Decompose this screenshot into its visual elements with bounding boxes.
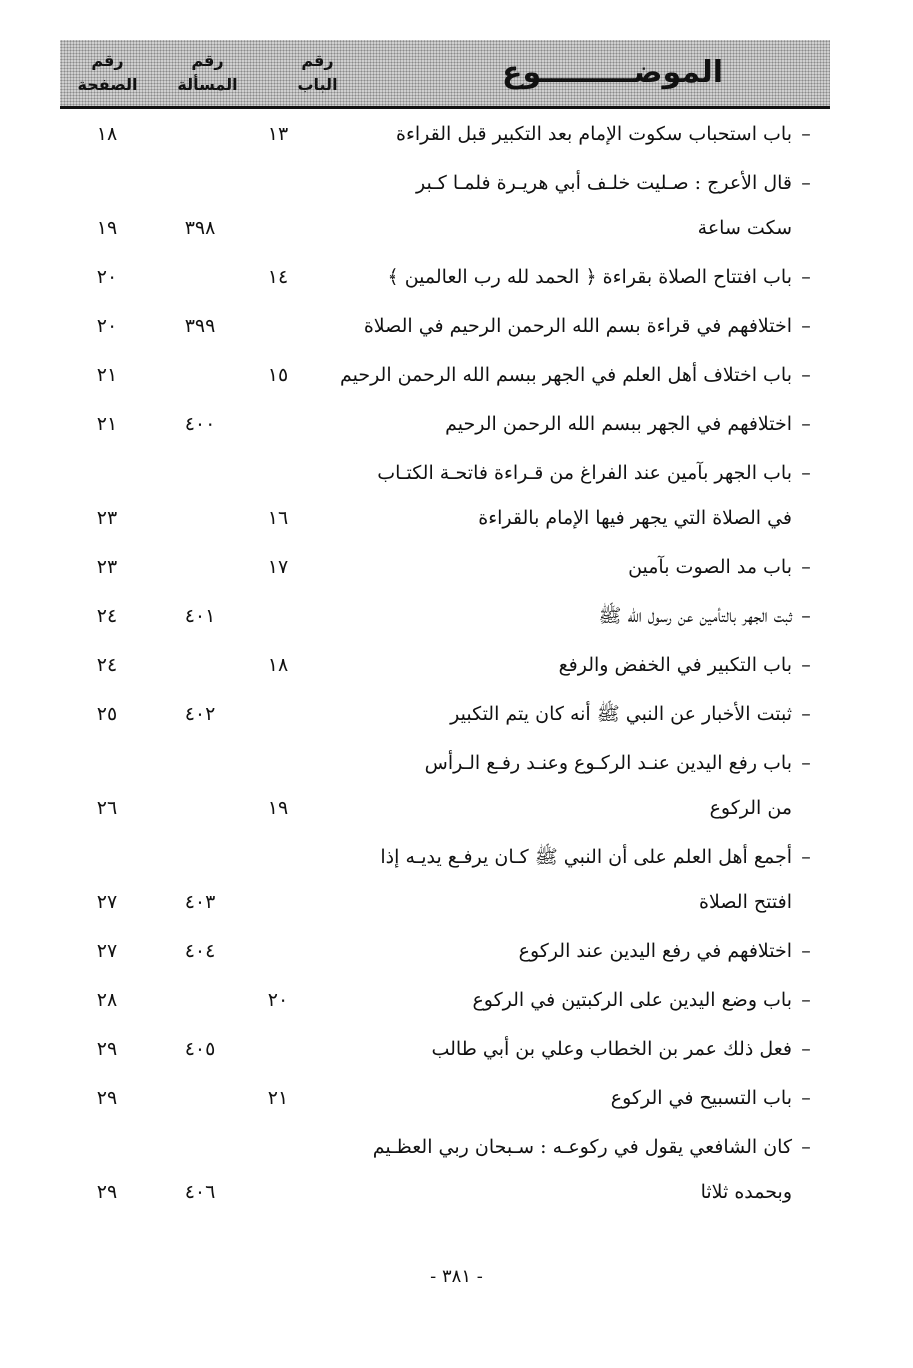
toc-topic-line xyxy=(335,978,820,1023)
toc-chapter-number: ١٩ xyxy=(267,797,289,819)
header-page-label-1: رقم xyxy=(91,51,124,70)
toc-topic xyxy=(335,835,820,925)
toc-topic-line xyxy=(335,545,820,590)
bullet-dash-icon: – xyxy=(801,413,811,435)
toc-topic-line xyxy=(335,353,820,398)
toc-topic xyxy=(335,692,820,737)
toc-topic-text: باب رفع اليدين عنـد الركـوع وعنـد رفـع الـرأس xyxy=(424,752,792,774)
bullet-dash-icon: – xyxy=(801,846,811,868)
toc-page-number: ٢١ xyxy=(96,413,118,435)
toc-topic-line xyxy=(335,1125,820,1170)
toc-topic-line xyxy=(335,1027,820,1072)
toc-topic-line xyxy=(335,835,820,880)
toc-chapter-number: ١٣ xyxy=(267,123,289,145)
toc-topic-text: باب اختلاف أهل العلم في الجهر ببسم الله الرحمن الرحيم xyxy=(339,364,792,386)
toc-topic-line xyxy=(335,255,820,300)
bullet-dash-icon: – xyxy=(801,1038,811,1060)
bullet-dash-icon: – xyxy=(801,315,811,337)
toc-topic-text: ثبت الجهر بالتأمين عن رسول الله ﷺ xyxy=(598,605,792,627)
toc-page-number: ٢٧ xyxy=(96,940,118,962)
header-issue-label-1: رقم xyxy=(191,51,224,70)
toc-issue-number: ٤٠٢ xyxy=(184,703,216,725)
toc-topic xyxy=(335,1027,820,1072)
toc-topic-text: باب استحباب سكوت الإمام بعد التكبير قبل القراءة xyxy=(395,123,792,145)
toc-topic-line: من الركوع xyxy=(709,797,792,819)
bullet-dash-icon: – xyxy=(801,462,811,484)
toc-issue-number: ٤٠٣ xyxy=(184,891,216,913)
toc-issue-number: ٤٠٠ xyxy=(184,413,216,435)
toc-topic-text: باب مد الصوت بآمين xyxy=(628,556,792,578)
toc-topic xyxy=(335,929,820,974)
toc-topic-line: افتتح الصلاة xyxy=(699,891,792,913)
toc-page-number: ٢٦ xyxy=(96,797,118,819)
toc-topic-text: كان الشافعي يقول في ركوعـه : سـبحان ربي العظـيم xyxy=(372,1136,792,1158)
toc-page-number: ١٨ xyxy=(96,123,118,145)
toc-topic-text: باب التكبير في الخفض والرفع xyxy=(558,654,792,676)
toc-topic xyxy=(335,161,820,251)
toc-topic xyxy=(335,594,820,639)
toc-page-number: ٢٩ xyxy=(96,1181,118,1203)
toc-topic-line xyxy=(335,594,820,639)
toc-topic-line xyxy=(335,741,820,786)
bullet-dash-icon: – xyxy=(801,989,811,1011)
header-chapter-label-2: الباب xyxy=(297,75,338,94)
toc-issue-number: ٣٩٩ xyxy=(184,315,216,337)
bullet-dash-icon: – xyxy=(801,1136,811,1158)
header-page-label-2: الصفحة xyxy=(77,75,138,94)
toc-page-number: ٢٤ xyxy=(96,605,118,627)
header-issue-label-2: المسألة xyxy=(177,75,238,94)
toc-topic xyxy=(335,978,820,1023)
toc-topic-line xyxy=(335,161,820,206)
toc-page-number: ٢١ xyxy=(96,364,118,386)
toc-topic-text: أجمع أهل العلم على أن النبي ﷺ كـان يرفـع يديـه إذا xyxy=(380,846,792,868)
bullet-dash-icon: – xyxy=(801,123,811,145)
bullet-dash-icon: – xyxy=(801,605,811,627)
toc-topic-line: سكت ساعة xyxy=(697,217,792,239)
toc-topic-text: باب الجهر بآمين عند الفراغ من قـراءة فاتحـة الكتـاب xyxy=(377,462,792,484)
toc-chapter-number: ٢٠ xyxy=(267,989,289,1011)
toc-issue-number: ٤٠١ xyxy=(184,605,216,627)
toc-issue-number: ٣٩٨ xyxy=(184,217,216,239)
toc-chapter-number: ١٤ xyxy=(267,266,289,288)
toc-page-number: ٢٧ xyxy=(96,891,118,913)
toc-page-number: ٢٩ xyxy=(96,1087,118,1109)
bullet-dash-icon: – xyxy=(801,1087,811,1109)
toc-page-number: ٢٩ xyxy=(96,1038,118,1060)
toc-chapter-number: ١٧ xyxy=(267,556,289,578)
toc-topic-line: وبحمده ثلاثا xyxy=(700,1181,792,1203)
toc-topic-text: فعل ذلك عمر بن الخطاب وعلي بن أبي طالب xyxy=(431,1038,792,1060)
toc-topic xyxy=(335,741,820,831)
bullet-dash-icon: – xyxy=(801,752,811,774)
toc-issue-number: ٤٠٥ xyxy=(184,1038,216,1060)
bullet-dash-icon: – xyxy=(801,556,811,578)
toc-issue-number: ٤٠٦ xyxy=(184,1181,216,1203)
toc-page-number: ٢٣ xyxy=(96,507,118,529)
toc-topic-text: باب التسبيح في الركوع xyxy=(610,1087,792,1109)
toc-topic xyxy=(335,451,820,541)
toc-topic-line xyxy=(335,929,820,974)
toc-page-number: ١٩ xyxy=(96,217,118,239)
toc-topic-line xyxy=(335,402,820,447)
bullet-dash-icon: – xyxy=(801,703,811,725)
toc-topic xyxy=(335,255,820,300)
toc-topic-line xyxy=(335,451,820,496)
toc-topic-text: اختلافهم في الجهر ببسم الله الرحمن الرحيم xyxy=(445,413,792,435)
toc-topic-text: قال الأعرج : صـليت خلـف أبي هريـرة فلمـا كـبر xyxy=(416,172,792,194)
toc-topic xyxy=(335,545,820,590)
toc-issue-number: ٤٠٤ xyxy=(184,940,216,962)
toc-page-number: ٢٥ xyxy=(96,703,118,725)
toc-topic xyxy=(335,1076,820,1121)
bullet-dash-icon: – xyxy=(801,654,811,676)
header-chapter-label-1: رقم xyxy=(301,51,334,70)
toc-topic xyxy=(335,402,820,447)
toc-topic-line xyxy=(335,692,820,737)
toc-page-number: ٢٣ xyxy=(96,556,118,578)
toc-chapter-number: ١٥ xyxy=(267,364,289,386)
toc-topic xyxy=(335,304,820,349)
toc-page-number: ٢٠ xyxy=(96,315,118,337)
toc-page-number: ٢٤ xyxy=(96,654,118,676)
toc-topic xyxy=(335,643,820,688)
toc-chapter-number: ٢١ xyxy=(267,1087,289,1109)
toc-topic-line xyxy=(335,643,820,688)
toc-topic-line xyxy=(335,304,820,349)
bullet-dash-icon: – xyxy=(801,364,811,386)
toc-topic-text: اختلافهم في قراءة بسم الله الرحمن الرحيم في الصلاة xyxy=(363,315,792,337)
toc-topic xyxy=(335,112,820,157)
toc-chapter-number: ١٨ xyxy=(267,654,289,676)
bullet-dash-icon: – xyxy=(801,940,811,962)
toc-topic-text: ثبتت الأخبار عن النبي ﷺ أنه كان يتم التكبير xyxy=(450,703,792,725)
toc-page-number: ٢٠ xyxy=(96,266,118,288)
page-number: - ٣٨١ - xyxy=(430,1266,483,1287)
toc-topic-text: اختلافهم في رفع اليدين عند الركوع xyxy=(518,940,792,962)
toc-topic xyxy=(335,353,820,398)
toc-chapter-number: ١٦ xyxy=(267,507,289,529)
toc-topic-text: باب افتتاح الصلاة بقراءة ﴿ الحمد لله رب العالمين ﴾ xyxy=(387,266,792,288)
toc-topic-line: في الصلاة التي يجهر فيها الإمام بالقراءة xyxy=(478,507,792,529)
bullet-dash-icon: – xyxy=(801,266,811,288)
header-topic-label: الموضـــــــــوع xyxy=(501,55,724,90)
toc-page-number: ٢٨ xyxy=(96,989,118,1011)
bullet-dash-icon: – xyxy=(801,172,811,194)
toc-topic-line xyxy=(335,1076,820,1121)
toc-topic xyxy=(335,1125,820,1215)
toc-topic-text: باب وضع اليدين على الركبتين في الركوع xyxy=(472,989,792,1011)
toc-topic-line xyxy=(335,112,820,157)
